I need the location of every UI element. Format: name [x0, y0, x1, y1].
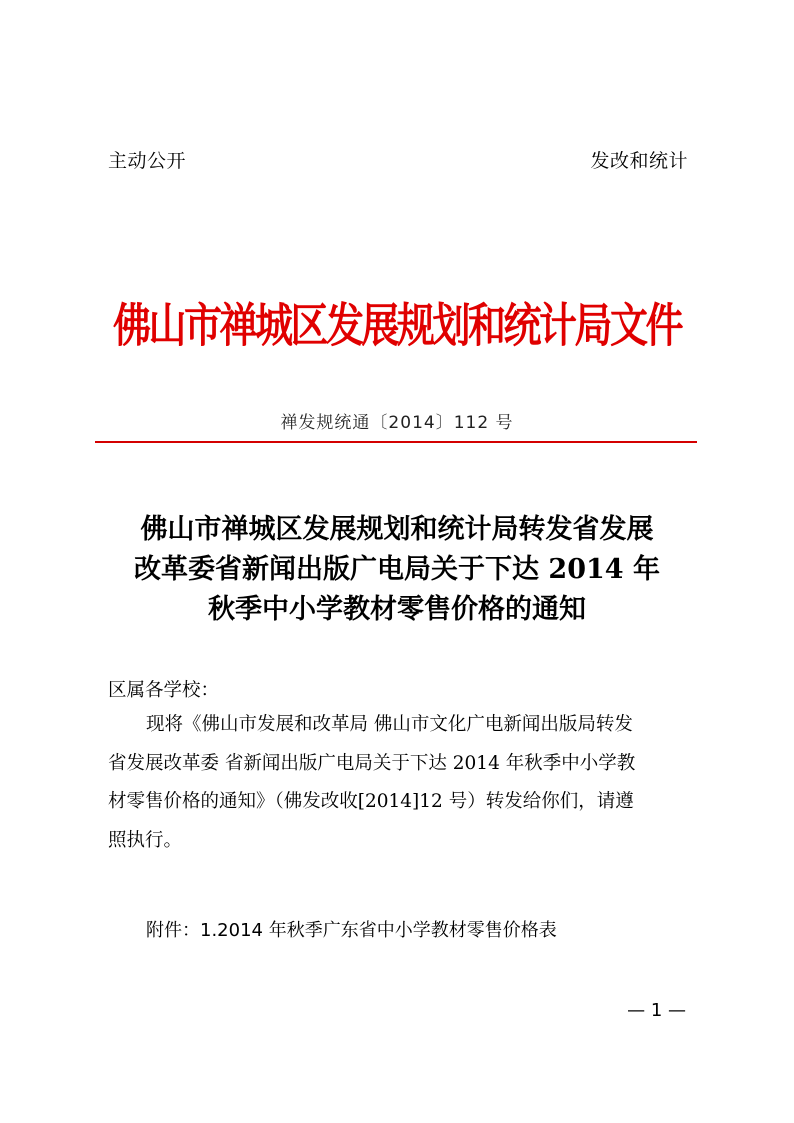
red-divider-line: [95, 441, 697, 443]
disclosure-label: 主动公开: [108, 150, 187, 172]
notice-title-line: 秋季中小学教材零售价格的通知: [208, 594, 586, 625]
body-line: 照执行。: [108, 829, 183, 851]
notice-title-line: 改革委省新闻出版广电局关于下达 2014 年: [134, 554, 660, 585]
attachment-note: 附件：1.2014 年秋季广东省中小学教材零售价格表: [146, 920, 557, 941]
notice-title: [0, 510, 794, 630]
document-number: 禅发规统通〔2014〕112 号: [280, 413, 514, 433]
issuer-title: 佛山市禅城区发展规划和统计局文件: [112, 297, 681, 353]
body-line: 材零售价格的通知》（佛发改收[2014]12 号）转发给你们，请遵: [108, 791, 634, 812]
notice-title-line: 佛山市禅城区发展规划和统计局转发省发展: [140, 514, 654, 545]
body-line: 现将《佛山市发展和改革局 佛山市文化广电新闻出版局转发: [146, 714, 633, 735]
body-line: 省发展改革委 省新闻出版广电局关于下达 2014 年秋季中小学教: [108, 752, 636, 774]
addressee: 区属各学校：: [108, 680, 220, 701]
page-number: — 1 —: [627, 1000, 686, 1021]
body-paragraph: [108, 706, 690, 860]
category-label: 发改和统计: [590, 150, 688, 172]
